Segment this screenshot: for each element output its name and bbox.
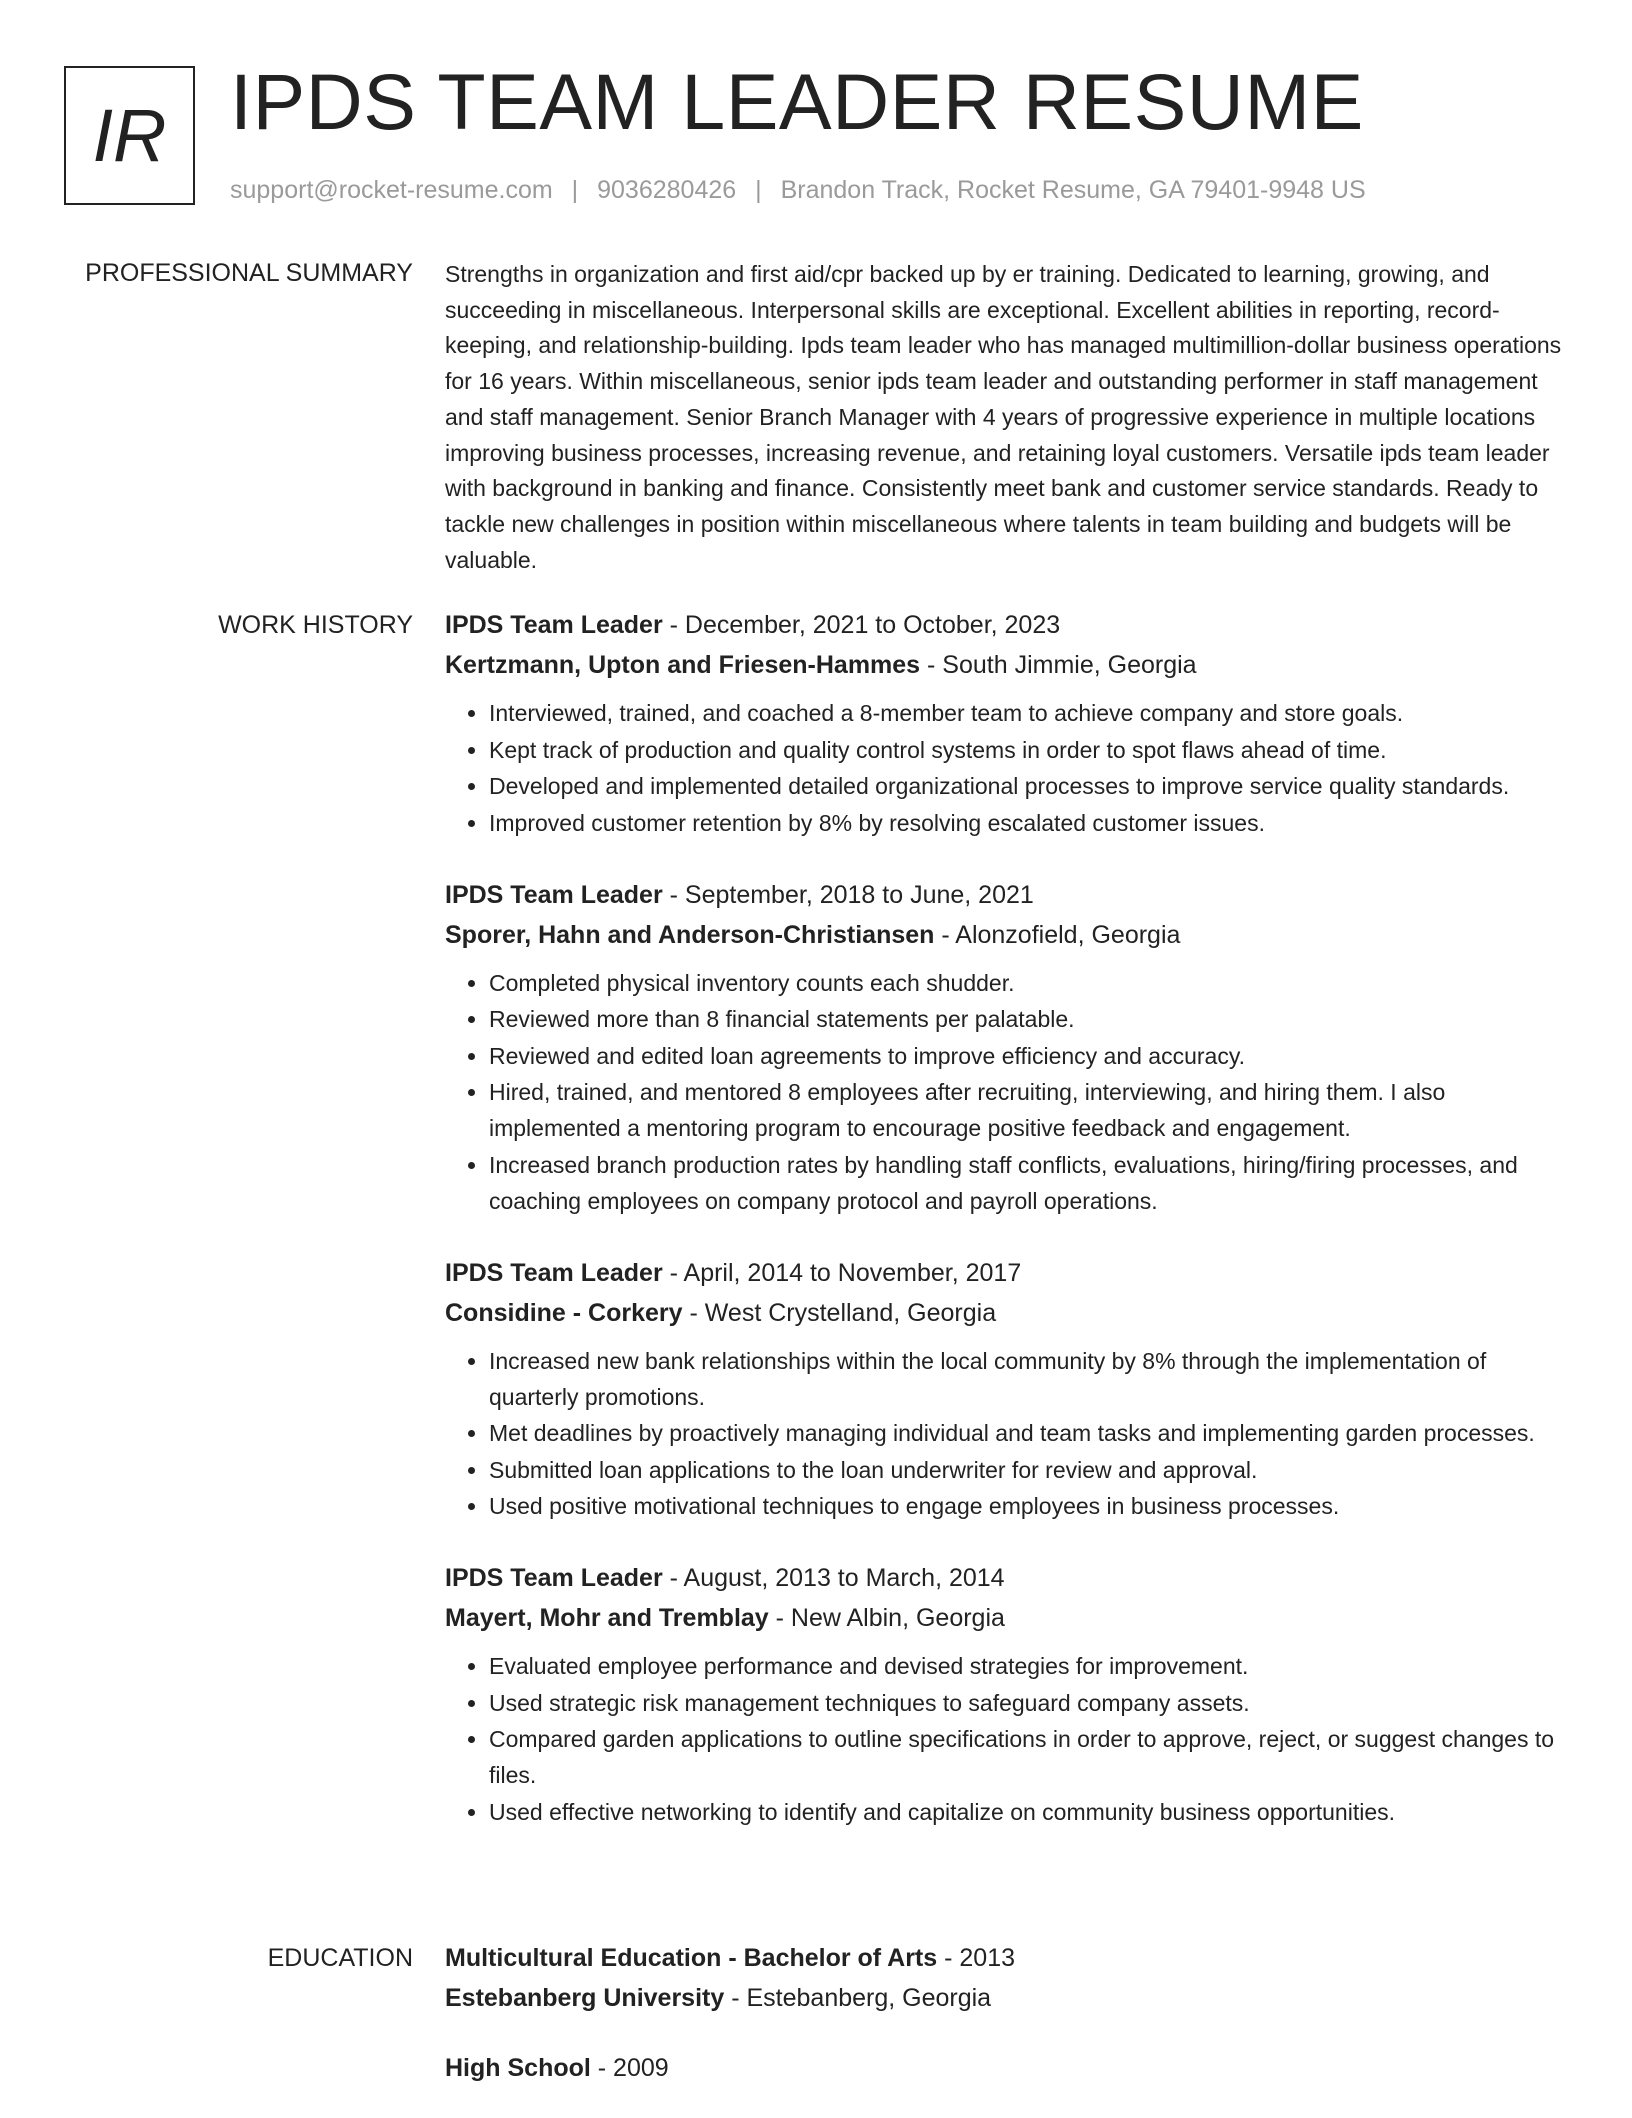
summary-text: Strengths in organization and first aid/cpr backed up by er training. Dedicated to learning, growing, and succeeding in miscellaneous. Interpersonal skills are exceptional. Excellent abilities in reporting, record-keeping, and relationship-building. Ipds team leader who has managed multimillion-dollar business operations for 16 years. Within miscellaneous, senior ipds team leader and outstanding performer in staff management and staff management. Senior Branch Manager with 4 years of progressive experience in multiple locations improving business processes, increasing revenue, and retaining loyal customers. Versatile ipds team leader with background in banking and finance. Consistently meet bank and customer service standards. Ready to tackle new challenges in position within miscellaneous where talents in team building and budgets will be valuable.	[445, 261, 1562, 573]
job-dates: - April, 2014 to November, 2017	[662, 1258, 1022, 1287]
contact-separator: |	[571, 176, 579, 204]
job-bullet: • Interviewed, trained, and coached a 8-member team to achieve company and store goals.	[489, 695, 1567, 731]
job-bullet: • Hired, trained, and mentored 8 employees after recruiting, interviewing, and hiring them. I also implemented a mentoring program to encourage positive feedback and engagement.	[489, 1074, 1567, 1146]
job-location: - South Jimmie, Georgia	[920, 651, 1197, 679]
education-school: Estebanberg University	[445, 1984, 725, 2012]
education-list	[445, 1938, 1567, 2118]
page-title: IPDS TEAM LEADER RESUME	[230, 57, 1364, 146]
job-dates: - August, 2013 to March, 2014	[662, 1564, 1005, 1592]
education-year: - 2009	[590, 2054, 669, 2082]
contact-address: Brandon Track, Rocket Resume, GA 79401-9948 US	[780, 176, 1366, 204]
job-bullet: • Evaluated employee performance and devised strategies for improvement.	[489, 1648, 1567, 1684]
job-company-line	[445, 1293, 1567, 1333]
job-title: IPDS Team Leader	[445, 611, 663, 639]
job-dates: - September, 2018 to June, 2021	[662, 880, 1034, 909]
job-bullet: • Submitted loan applications to the loan underwriter for review and approval.	[489, 1452, 1567, 1488]
job-bullet: • Improved customer retention by 8% by resolving escalated customer issues.	[489, 805, 1567, 841]
job-entry	[445, 1253, 1567, 1525]
monogram-logo: IR	[64, 66, 195, 205]
job-company: Sporer, Hahn and Anderson-Christiansen	[445, 920, 935, 949]
job-entry	[445, 1558, 1567, 1830]
job-title-line	[445, 875, 1567, 915]
education-location: - Estebanberg, Georgia	[724, 1984, 992, 2012]
education-entry	[445, 1938, 1567, 2018]
job-bullet: • Met deadlines by proactively managing individual and team tasks and implementing garden processes.	[489, 1415, 1567, 1451]
contact-phone[interactable]: 9036280426	[597, 176, 737, 204]
job-company-line	[445, 1598, 1567, 1638]
job-company: Mayert, Mohr and Tremblay	[445, 1604, 769, 1632]
job-bullet: • Reviewed and edited loan agreements to improve efficiency and accuracy.	[489, 1038, 1567, 1074]
job-title: IPDS Team Leader	[445, 880, 663, 909]
job-company: Kertzmann, Upton and Friesen-Hammes	[445, 651, 921, 679]
job-title: IPDS Team Leader	[445, 1564, 663, 1592]
job-bullet: • Used effective networking to identify and capitalize on community business opportunities.	[489, 1794, 1567, 1830]
job-company-line	[445, 645, 1567, 685]
job-location: - New Albin, Georgia	[768, 1604, 1005, 1632]
education-year: - 2013	[937, 1944, 1016, 1972]
job-entry	[445, 875, 1567, 1219]
contact-line	[230, 176, 1366, 205]
job-bullet: • Increased new bank relationships within the local community by 8% through the implementation of quarterly promotions.	[489, 1343, 1567, 1415]
job-bullet: • Developed and implemented detailed organizational processes to improve service quality standards.	[489, 768, 1567, 804]
contact-email[interactable]: support@rocket-resume.com	[230, 176, 553, 204]
job-location: - Alonzofield, Georgia	[934, 920, 1181, 949]
education-degree-line	[445, 2048, 1567, 2088]
work-history-label: WORK HISTORY	[218, 611, 413, 639]
job-bullet: • Increased branch production rates by handling staff conflicts, evaluations, hiring/firing processes, and coaching employees on company protocol and payroll operations.	[489, 1147, 1567, 1219]
work-history-list	[445, 605, 1567, 1864]
job-company-line	[445, 915, 1567, 955]
job-bullets	[445, 695, 1567, 841]
job-title-line	[445, 605, 1567, 645]
job-title-line	[445, 1253, 1567, 1293]
job-bullets	[445, 1343, 1567, 1525]
job-title: IPDS Team Leader	[445, 1258, 663, 1287]
job-bullet: • Completed physical inventory counts each shudder.	[489, 965, 1567, 1001]
summary-label: PROFESSIONAL SUMMARY	[85, 259, 413, 287]
education-degree: High School	[445, 2054, 591, 2082]
education-degree-line	[445, 1938, 1567, 1978]
education-entry	[445, 2048, 1567, 2088]
job-company: Considine - Corkery	[445, 1298, 683, 1327]
job-bullet: • Reviewed more than 8 financial statements per palatable.	[489, 1001, 1567, 1037]
contact-separator: |	[755, 176, 762, 204]
job-bullets	[445, 1648, 1567, 1830]
job-entry	[445, 605, 1567, 841]
job-bullet: • Kept track of production and quality control systems in order to spot flaws ahead of time.	[489, 732, 1567, 768]
job-title-line	[445, 1558, 1567, 1598]
job-location: - West Crystelland, Georgia	[682, 1298, 997, 1327]
job-bullet: • Used positive motivational techniques to engage employees in business processes.	[489, 1488, 1567, 1524]
job-bullets	[445, 965, 1567, 1219]
job-bullet: • Used strategic risk management techniques to safeguard company assets.	[489, 1685, 1567, 1721]
education-school-line	[445, 1978, 1567, 2018]
education-label: EDUCATION	[267, 1944, 413, 1972]
job-bullet: • Compared garden applications to outline specifications in order to approve, reject, or suggest changes to files.	[489, 1721, 1567, 1793]
job-dates: - December, 2021 to October, 2023	[662, 611, 1061, 639]
education-degree: Multicultural Education - Bachelor of Arts	[445, 1944, 938, 1972]
